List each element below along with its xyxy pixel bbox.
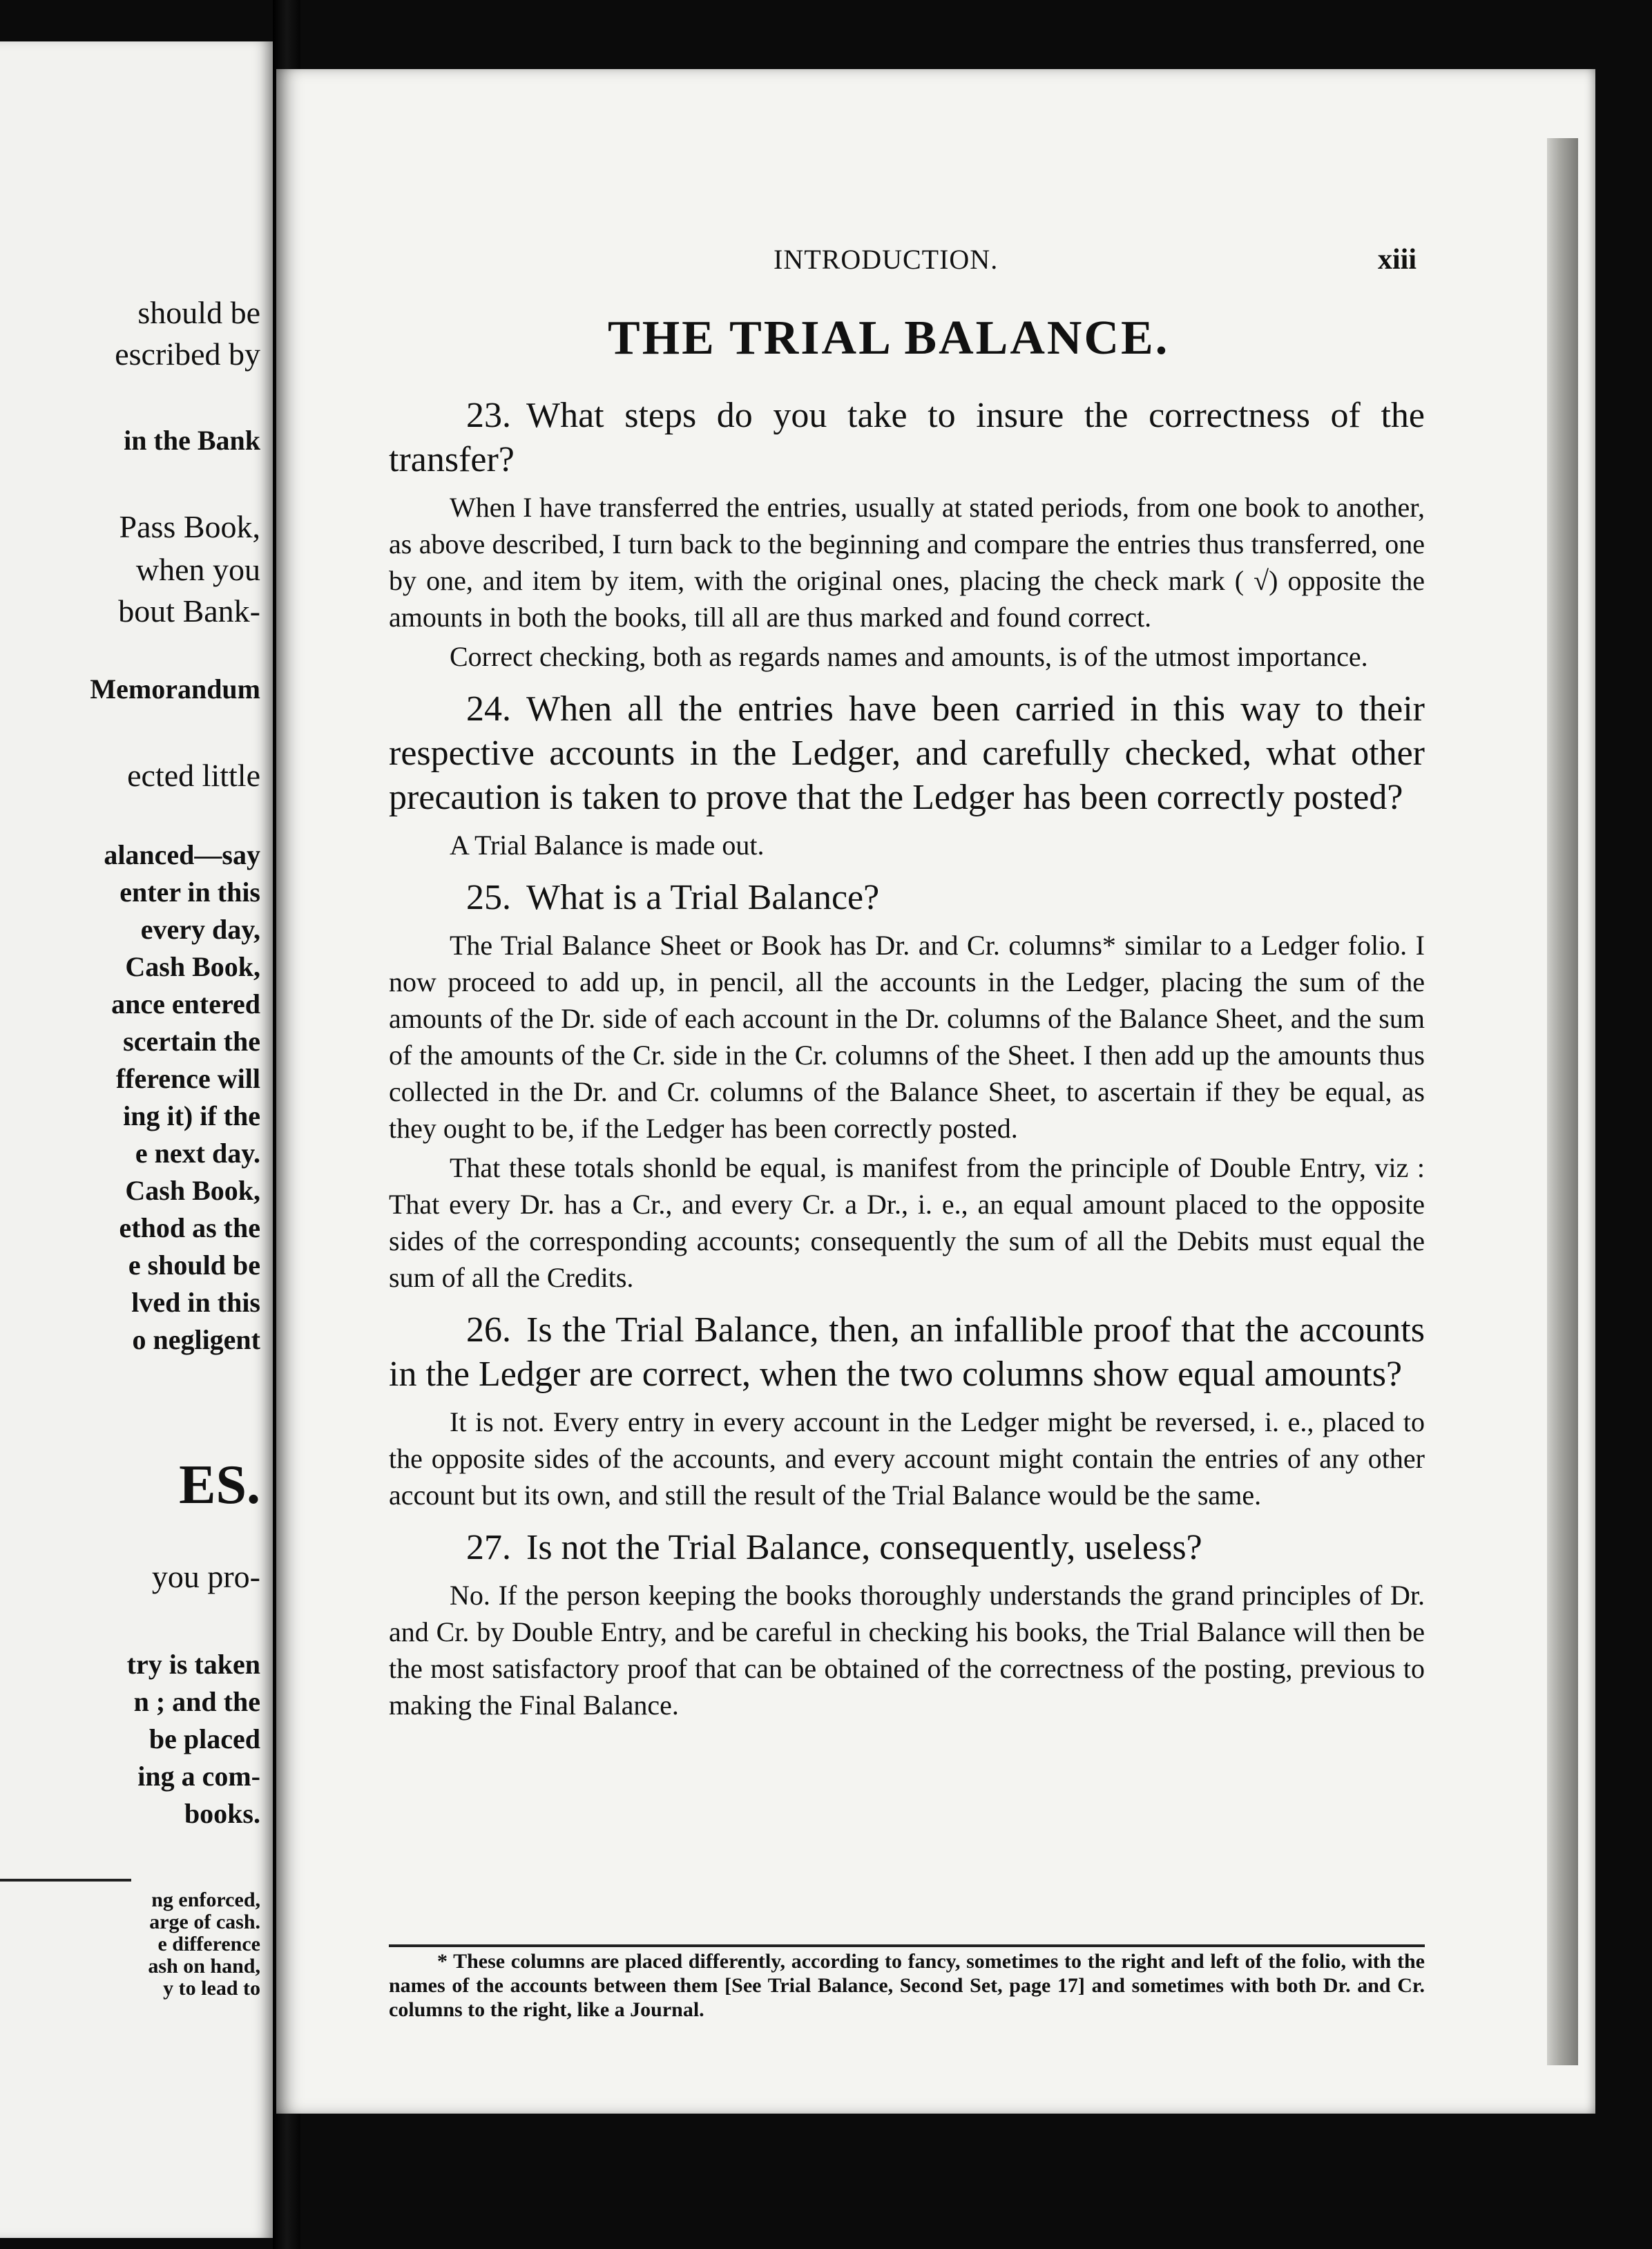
left-line: ash on hand, (148, 1955, 260, 1978)
left-line: when you (135, 552, 260, 587)
left-line: lved in this (131, 1287, 260, 1318)
answer-paragraph: That these totals shonld be equal, is manifest from the principle of Double Entry, viz : That every Dr. has a Cr., and every Cr. a Dr., i. e., an equal amount placed to the opposite sides of the corresponding accounts; consequently the sum of all the Debits must equal the sum of all the Credits. (389, 1152, 1425, 1293)
question-number: 27. (466, 1528, 511, 1567)
left-line: y to lead to (163, 1977, 260, 2000)
question-24 (389, 687, 1425, 820)
answer-paragraph: It is not. Every entry in every account in the Ledger might be reversed, i. e., placed to the opposite sides of the accounts, and every account might contain the entries of any other account but its own, and still the result of the Trial Balance would be the same. (389, 1406, 1425, 1511)
answer-paragraph: No. If the person keeping the books thoroughly understands the grand principles of Dr. and Cr. by Double Entry, and be careful in checking his books, the Trial Balance will then be the most satisfactory proof that can be obtained of the correctness of the posting, previous to making the Final Balance. (389, 1580, 1425, 1721)
answer-paragraph: When I have transferred the entries, usually at stated periods, from one book to another, as above described, I turn back to the beginning and compare the entries thus transferred, one by one, and item by item, with the original ones, placing the check mark ( √) opposite the amounts in both the books, till all are thus marked and found correct. (389, 492, 1425, 633)
left-line: ected little (127, 758, 260, 793)
left-line: scertain the (123, 1026, 260, 1057)
left-line: Memorandum (90, 673, 260, 705)
left-footnote-rule (0, 1879, 131, 1882)
question-text: What is a Trial Balance? (526, 878, 880, 917)
left-line: e should be (128, 1250, 260, 1281)
left-line: ng enforced, (151, 1888, 260, 1911)
left-line: e next day. (135, 1138, 260, 1169)
left-line: Pass Book, (119, 509, 260, 544)
left-line: enter in this (119, 877, 260, 908)
question-number: 26. (466, 1310, 511, 1350)
section-title: THE TRIAL BALANCE. (608, 312, 1170, 365)
left-line: ES. (179, 1455, 260, 1515)
question-text: Is not the Trial Balance, consequently, useless? (526, 1528, 1202, 1567)
left-line: arge of cash. (149, 1911, 260, 1933)
question-number: 25. (466, 878, 511, 917)
question-text: Is the Trial Balance, then, an infallible proof that the accounts in the Ledger are correct, when the two columns show equal amounts? (389, 1310, 1425, 1394)
answer-paragraph: Correct checking, both as regards names and amounts, is of the utmost importance. (450, 641, 1368, 672)
question-number: 24. (466, 689, 511, 729)
left-line: try is taken (126, 1649, 260, 1680)
left-line: o negligent (132, 1324, 260, 1355)
question-23 (389, 394, 1425, 482)
footnote-rule (389, 1944, 1425, 1947)
page-edge (1547, 138, 1578, 2065)
question-25 (389, 876, 1425, 920)
left-line: Cash Book, (125, 1175, 260, 1206)
left-line: fference will (115, 1063, 260, 1094)
left-line: e difference (157, 1933, 260, 1955)
question-text: What steps do you take to insure the correctness of the transfer? (389, 396, 1425, 479)
left-line: Cash Book, (125, 951, 260, 982)
running-head: INTRODUCTION. (774, 244, 999, 275)
left-line: ing a com- (137, 1761, 260, 1792)
left-line: books. (184, 1798, 260, 1829)
left-line: bout Bank- (118, 593, 260, 629)
left-line: ing it) if the (123, 1100, 260, 1131)
left-line: alanced—say (104, 839, 260, 870)
answer-paragraph: A Trial Balance is made out. (450, 830, 765, 861)
left-line: you pro- (151, 1559, 260, 1594)
page-number: xiii (1378, 244, 1417, 276)
left-line: escribed by (115, 336, 260, 372)
left-line: ethod as the (119, 1212, 260, 1243)
left-line: should be (137, 295, 260, 330)
answer-paragraph: The Trial Balance Sheet or Book has Dr. and Cr. columns* similar to a Ledger folio. I now proceed to add up, in pencil, all the accounts in the Ledger, placing the sum of the amounts of the Dr. side of each account in the Dr. columns of the Balance Sheet, and the sum of the amounts of the Cr. side in the Cr. columns of the Sheet. I then add up the amounts thus collected in the Dr. and Cr. columns of the Balance Sheet, to ascertain if they be equal, as they ought to be, if the Ledger has been correctly posted. (389, 930, 1425, 1144)
body-text (389, 394, 1425, 1726)
left-line: ance entered (111, 988, 260, 1020)
left-line: n ; and the (133, 1686, 260, 1717)
question-text: When all the entries have been carried in this way to their respective accounts in the Ledger, and carefully checked, what other precaution is taken to prove that the Ledger has been correctly posted? (389, 689, 1425, 817)
left-facing-page (0, 41, 273, 2238)
left-line: in the Bank (124, 425, 260, 456)
left-line: be placed (148, 1723, 260, 1754)
footnote: * These columns are placed differently, according to fancy, sometimes to the right and left of the folio, with the names of the accounts between them [See Trial Balance, Second Set, page 17] and sometimes with both Dr. and Cr. columns to the right, like a Journal. (389, 1950, 1425, 2021)
left-line: every day, (140, 914, 260, 945)
question-27 (389, 1526, 1425, 1570)
question-26 (389, 1308, 1425, 1397)
question-number: 23. (466, 396, 511, 435)
